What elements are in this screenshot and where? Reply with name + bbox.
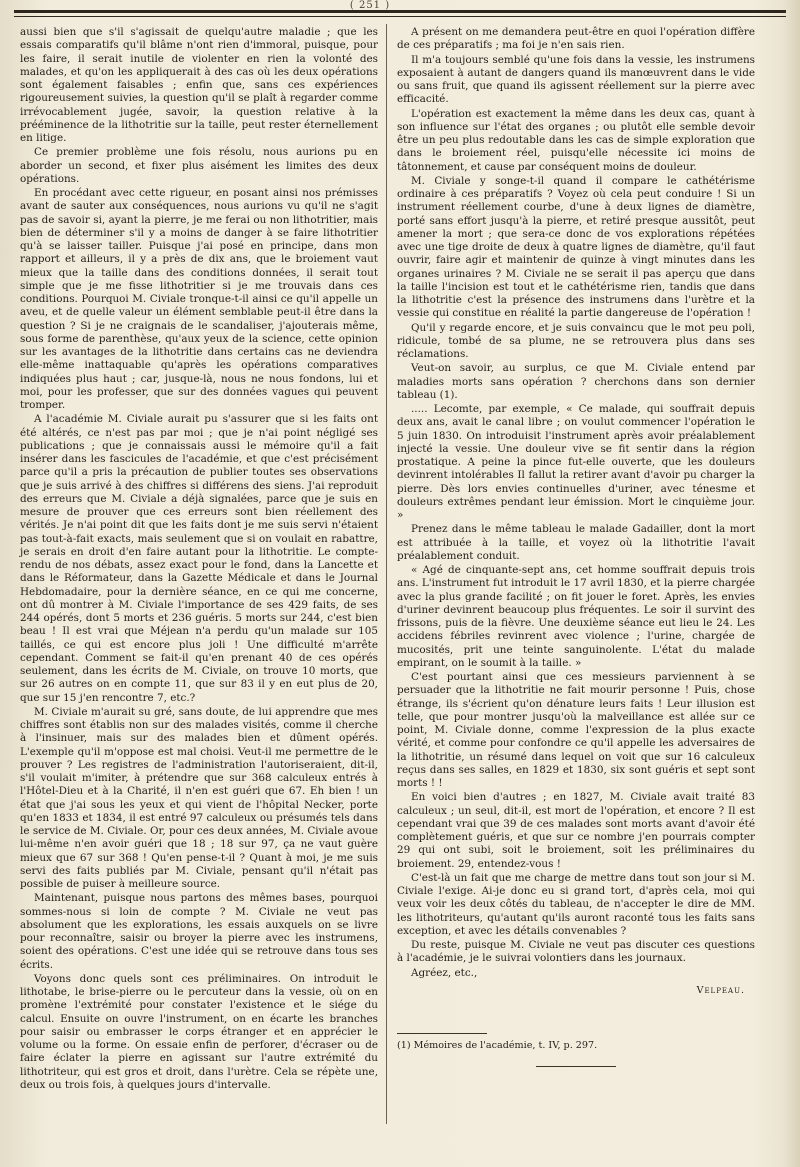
paragraph: En voici bien d'autres ; en 1827, M. Civiale avait traité 83 calculeux ; un seul, dit-il, est mort de l'opération, et encore ? Il est cependant vrai que 39 de ces malades sont morts avant d'avoir été complètement guéris, et que sur ce nombre j'en pourrais compter 29 qui ont subi, soit le broiement, soit les préliminaires du broiement. 29, entendez-vous !	[397, 791, 755, 870]
paragraph: A présent on me demandera peut-être en quoi l'opération diffère de ces préparatifs ; ma foi je n'en sais rien.	[397, 26, 755, 52]
paragraph: Maintenant, puisque nous partons des mêmes bases, pourquoi sommes-nous si loin de compte ? M. Civiale ne veut pas absolument que les explorations, les essais auxquels on se livre pour reconnaître, saisir ou broyer la pierre avec les instrumens, soient des opérations. C'est une idée qui se retrouve dans tous ses écrits.	[20, 892, 378, 971]
right-column-body	[397, 26, 755, 980]
page-edge-shadow	[782, 0, 800, 1167]
column-divider	[386, 24, 387, 1124]
paragraph: Prenez dans le même tableau le malade Gadailler, dont la mort est attribuée à la taille, et voyez où la lithotritie l'avait préalablement conduit.	[397, 523, 755, 562]
paragraph: Ce premier problème une fois résolu, nous aurions pu en aborder un second, et fixer plus aisément les limites des deux opérations.	[20, 146, 378, 185]
paragraph: Veut-on savoir, au surplus, ce que M. Civiale entend par maladies morts sans opération ? cherchons dans son dernier tableau (1).	[397, 362, 755, 401]
paragraph: Agréez, etc.,	[411, 966, 478, 979]
paragraph: Du reste, puisque M. Civiale ne veut pas discuter ces questions à l'académie, je le suivrai volontiers dans les journaux.	[397, 939, 755, 965]
paragraph: Il m'a toujours semblé qu'une fois dans la vessie, les instrumens exposaient à autant de dangers quand ils manœuvrent dans le vide ou sans fruit, que quand ils agissent réellement sur la pierre avec efficacité.	[397, 53, 755, 106]
right-column	[397, 26, 755, 1067]
end-rule	[536, 1066, 616, 1067]
signature: Velpeau.	[696, 984, 745, 996]
header-rule	[14, 10, 786, 17]
left-column	[20, 26, 378, 1093]
paragraph: C'est pourtant ainsi que ces messieurs parviennent à se persuader que la lithotritie ne fait mourir personne ! Puis, chose étrange, ils s'écrient qu'on dénature leurs faits ! Leur illusion est telle, que pour montrer jusqu'où la malveillance est allée sur ce point, M. Civiale donne, comme l'expression de la plus exacte vérité, et comme pour confondre ce qu'il appelle les adversaires de la lithotritie, un résumé dans lequel on voit que sur 16 calculeux reçus dans ses salles, en 1829 et 1830, six sont guéris et sept sont morts ! !	[397, 671, 755, 789]
footnote-rule	[397, 1033, 487, 1034]
paragraph: M. Civiale y songe-t-il quand il compare le cathétérisme ordinaire à ces préparatifs ? Voyez où cela peut conduire ! Si un instrument réellement courbe, d'une à deux lignes de diamètre, porté sans effort jusqu'à la pierre, et retiré presque aussitôt, peut amener la mort ; que sera-ce donc de vos explorations répétées avec une tige droite de deux à quatre lignes de diamètre, qu'il faut ouvrir, faire agir et maintenir de quinze à vingt minutes dans les organes urinaires ? M. Civiale ne se serait il pas aperçu que dans la taille l'incision est tout et le cathétérisme rien, tandis que dans la lithotritie c'est la présence des instrumens dans l'urètre et la vessie qui constitue en réalité la partie dangereuse de l'opération !	[397, 174, 755, 320]
paragraph: A l'académie M. Civiale aurait pu s'assurer que si les faits ont été altérés, ce n'est pas par moi ; que je n'ai point négligé ses publications ; que je connaissais aussi le mémoire qu'il a fait insérer dans les fascicules de l'académie, et que c'est précisément parce qu'il a pris la précaution de publier toutes ses observations que je suis arrivé à des chiffres si différens des siens. J'ai reproduit des erreurs que M. Civiale a déjà signalées, parce que je suis en mesure de prouver que ces erreurs sont bien réellement des vérités. Je n'ai point dit que les faits dont je me suis servi n'étaient pas tout-à-fait exacts, mais seulement que si on voulait en rabattre, je serais en droit d'en faire autant pour la lithotritie. Le compte-rendu de nos débats, assez exact pour le fond, dans la Lancette et dans le Réformateur, dans la Gazette Médicale et dans le Journal Hebdomadaire, pour la dernière séance, en ce qui me concerne, ont dû montrer à M. Civiale l'importance de ses 429 faits, de ses 244 opérés, dont 5 morts et 236 guéris. 5 morts sur 244, c'est bien beau ! Il est vrai que Méjean n'a perdu qu'un malade sur 105 taillés, ce qui est encore plus joli ! Une difficulté m'arrête cependant. Comment se fait-il qu'en prenant 40 de ces opérés seulement, dans les écrits de M. Civiale, on trouve 10 morts, que sur 26 autres on en compte 11, que sur 83 il y en eut plus de 20, que sur 15 j'en rencontre 7, etc.?	[20, 413, 378, 704]
paragraph: « Agé de cinquante-sept ans, cet homme souffrait depuis trois ans. L'instrument fut introduit le 17 avril 1830, et la pierre chargée avec la plus grande facilité ; on fit jouer le foret. Après, les envies d'uriner devinrent beaucoup plus fréquentes. Le soir il survint des frissons, puis de la fièvre. Une deuxième séance eut lieu le 24. Les accidens fébriles revinrent avec violence ; l'urine, chargée de mucosités, prit une teinte sanguinolente. L'état du malade empirant, on le soumit à la taille. »	[397, 564, 755, 669]
paragraph: L'opération est exactement la même dans les deux cas, quant à son influence sur l'état des organes ; ou plutôt elle semble devoir être un peu plus redoutable dans les cas de simple exploration que dans le broiement réel, puisqu'elle nécessite ici moins de tâtonnement, et cause par conséquent moins de douleur.	[397, 107, 755, 173]
paragraph: En procédant avec cette rigueur, en posant ainsi nos prémisses avant de sauter aux conséquences, nous aurions vu qu'il ne s'agit pas de savoir si, ayant la pierre, je me ferai ou non lithotritier, mais bien de déterminer s'il y a moins de danger à se faire lithotritier qu'à se laisser tailler. Puisque j'ai posé en principe, dans mon rapport et ailleurs, il y a près de dix ans, que le broiement vaut mieux que la taille dans des conditions données, il serait tout simple que je me fisse lithotritier si je me trouvais dans ces conditions. Pourquoi M. Civiale tronque-t-il ainsi ce qu'il appelle un aveu, et de quelle valeur un élément semblable peut-il être dans la question ? Si je ne craignais de le scandaliser, j'ajouterais même, sous forme de parenthèse, qu'aux yeux de la science, cette opinion sur les avantages de la lithotritie dans certains cas ne deviendra elle-même inattaquable qu'après les opérations comparatives indiquées plus haut ; car, jusque-là, nous ne nous fondons, lui et moi, pour les professer, que sur des données vagues qui peuvent tromper.	[20, 187, 378, 411]
footnote: (1) Mémoires de l'académie, t. IV, p. 297.	[397, 1040, 598, 1051]
paragraph: Qu'il y regarde encore, et je suis convaincu que le mot peu poli, ridicule, tombé de sa plume, ne se retrouvera plus dans ses réclamations.	[397, 321, 755, 360]
paragraph: M. Civiale m'aurait su gré, sans doute, de lui apprendre que mes chiffres sont établis non sur des malades visités, comme il cherche à l'insinuer, mais sur des malades bien et dûment opérés. L'exemple qu'il m'oppose est mal choisi. Veut-il me permettre de le prouver ? Les registres de l'administration l'autoriseraient, dit-il, s'il voulait m'imiter, à prétendre que sur 368 calculeux entrés à l'Hôtel-Dieu et à la Charité, il n'en est guéri que 67. Eh bien ! un état que j'ai sous les yeux et qui vient de l'hôpital Necker, porte qu'en 1833 et 1834, il est entré 97 calculeux ou présumés tels dans le service de M. Civiale. Or, pour ces deux années, M. Civiale avoue lui-même n'en avoir guéri que 18 ; 18 sur 97, ça ne vaut guère mieux que 67 sur 368 ! Qu'en pense-t-il ? Quant à moi, je me suis servi des faits publiés par M. Civiale, pensant qu'il n'était pas possible de puiser à meilleure source.	[20, 705, 378, 890]
paragraph: Voyons donc quels sont ces préliminaires. On introduit le lithotabe, le brise-pierre ou le percuteur dans la vessie, où on en promène l'extrémité pour constater l'existence et le siége du calcul. Ensuite on ouvre l'instrument, on en écarte les branches pour saisir ou embrasser le corps étranger et en apprécier le volume ou la forme. On essaie enfin de perforer, d'écraser ou de faire éclater la pierre en agissant sur l'autre extrémité du lithotriteur, qui est gros et droit, dans l'urètre. Cela se répète une, deux ou trois fois, à quelques jours d'intervalle.	[20, 972, 378, 1091]
page-number: ( 251 )	[349, 0, 391, 11]
paragraph: C'est-là un fait que me charge de mettre dans tout son jour si M. Civiale l'exige. Ai-je donc eu si grand tort, d'après cela, moi qui veux voir les deux côtés du tableau, de n'accepter le dire de MM. les lithotriteurs, qu'autant qu'ils auront raconté tous les faits sans exception, et avec les détails convenables ?	[397, 871, 755, 937]
paragraph: ..... Lecomte, par exemple, « Ce malade, qui souffrait depuis deux ans, avait le canal libre ; on voulut commencer l'opération le 5 juin 1830. On introduisit l'instrument après avoir préalablement injecté la vessie. Une douleur vive se fit sentir dans la région prostatique. A peine la pince fut-elle ouverte, que les douleurs devinrent intolérables Il fallut la retirer avant d'avoir pu charger la pierre. Dès lors envies continuelles d'uriner, avec ténesme et douleurs extrêmes pendant leur émission. Mort le cinquième jour. »	[397, 403, 755, 521]
paragraph: aussi bien que s'il s'agissait de quelqu'autre maladie ; que les essais comparatifs qu'il blâme n'ont rien d'immoral, puisque, pour les faire, il serait inutile de violenter en rien la volonté des malades, et qu'on les appliquerait à des cas où les deux opérations sont également faisables ; enfin que, sans ces expériences rigoureusement suivies, la question qu'il se plaît à regarder comme irrévocablement jugée, savoir, la question relative à la prééminence de la lithotritie sur la taille, peut rester éternellement en litige.	[20, 26, 378, 144]
